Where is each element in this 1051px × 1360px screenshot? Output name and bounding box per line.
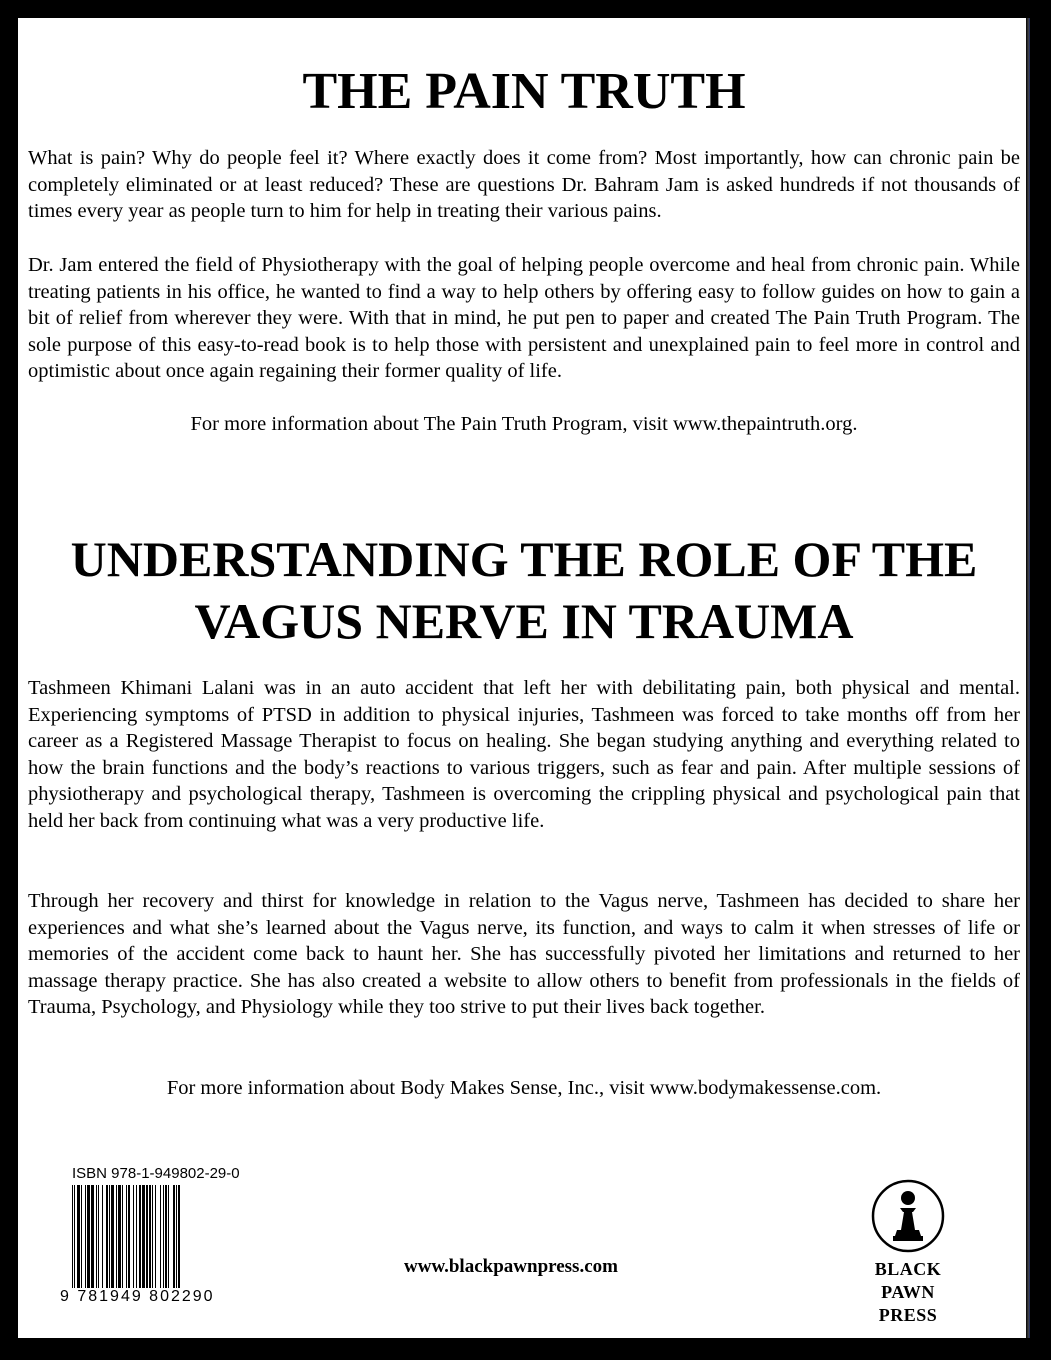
barcode	[72, 1185, 250, 1291]
publisher-line-2: PAWN	[881, 1282, 935, 1302]
pain-truth-paragraph-1: What is pain? Why do people feel it? Where exactly does it come from? Most importantly, how can chronic pain be completely eliminated or at least reduced? These are questions Dr. Bahram Jam is asked hundreds if not thousands of times every year as people turn to him for help in treating their various pains.	[28, 147, 1020, 223]
publisher-website: www.blackpawnpress.com	[404, 1256, 618, 1277]
barcode-gap	[180, 1185, 181, 1291]
vagus-title-line-2: VAGUS NERVE IN TRAUMA	[194, 593, 854, 649]
chess-pawn-icon	[870, 1178, 946, 1254]
vagus-title-line-1: UNDERSTANDING THE ROLE OF THE	[70, 531, 978, 587]
pain-truth-paragraph-2: Dr. Jam entered the field of Physiotherapy with the goal of helping people overcome and heal from chronic pain. While treating patients in his office, he wanted to find a way to help others by offering easy to follow guides on how to gain a bit of relief from wherever they were. With that in mind, he put pen to paper and created The Pain Truth Program. The sole purpose of this easy-to-read book is to help those with persistent and unexplained pain to feel more in control and optimistic about once again regaining their former quality of life.	[28, 254, 1020, 383]
barcode-digits: 9 781949 802290	[60, 1288, 215, 1305]
vagus-paragraph-1: Tashmeen Khimani Lalani was in an auto accident that left her with debilitating pain, both physical and mental. Experiencing symptoms of PTSD in addition to physical injuries, Tashmeen was forced to take months off from her career as a Registered Massage Therapist to focus on healing. She began studying anything and everything related to how the brain functions and the body’s reactions to various triggers, such as fear and pain. After multiple sessions of physiotherapy and psychological therapy, Tashmeen is overcoming the crippling physical and psychological pain that held her back from continuing what was a very productive life.	[28, 677, 1020, 832]
publisher-name	[842, 1258, 974, 1327]
back-cover	[18, 18, 1030, 1338]
pain-truth-info: For more information about The Pain Truth Program, visit www.thepaintruth.org.	[190, 413, 858, 435]
isbn-label: ISBN 978-1-949802-29-0	[72, 1165, 240, 1182]
publisher-line-3: PRESS	[878, 1305, 938, 1325]
publisher-line-1: BLACK	[874, 1259, 942, 1279]
vagus-paragraph-2: Through her recovery and thirst for knowledge in relation to the Vagus nerve, Tashmeen has decided to share her experiences and what she’s learned about the Vagus nerve, its function, and ways to calm it when stresses of life or memories of the accident come back to haunt her. She has successfully pivoted her limitations and returned to her massage therapy practice. She has also created a website to allow others to benefit from professionals in the fields of Trauma, Psychology, and Physiology while they too strive to put their lives back together.	[28, 890, 1020, 1019]
page-edge	[1026, 18, 1030, 1338]
pain-truth-title: THE PAIN TRUTH	[302, 63, 746, 120]
vagus-nerve-title	[18, 528, 1030, 652]
vagus-info: For more information about Body Makes Sense, Inc., visit www.bodymakessense.com.	[166, 1077, 882, 1099]
